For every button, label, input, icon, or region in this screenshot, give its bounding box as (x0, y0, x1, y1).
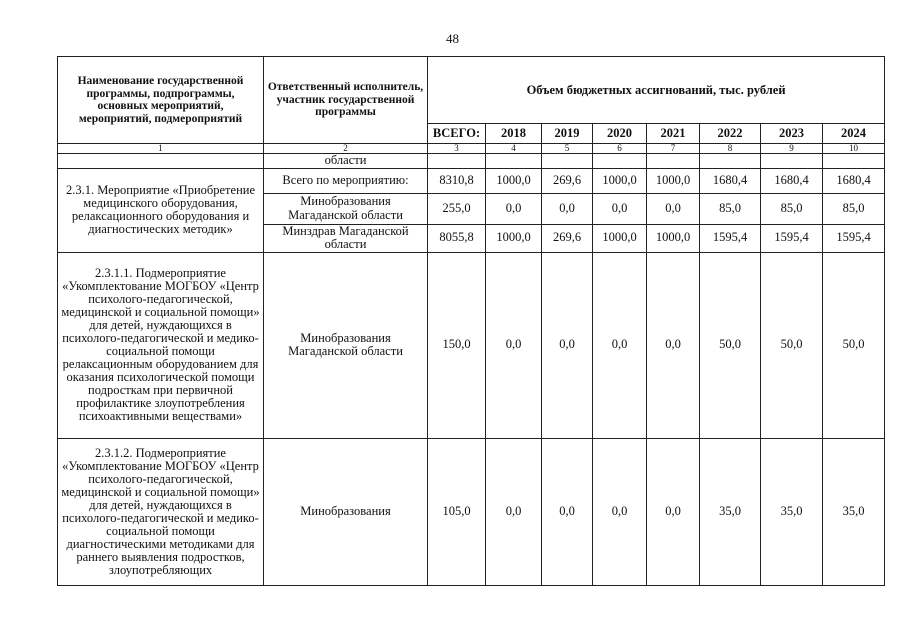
header-year: 2022 (700, 124, 761, 144)
value-cell: 0,0 (542, 252, 593, 438)
header-year: 2020 (593, 124, 647, 144)
total-cell: 8310,8 (428, 168, 486, 193)
value-cell: 1680,4 (700, 168, 761, 193)
value-cell: 85,0 (761, 193, 823, 224)
column-number: 9 (761, 144, 823, 154)
header-executor-column: Ответственный исполнитель, участник государственной программы (264, 57, 428, 144)
column-number: 4 (486, 144, 542, 154)
table-row (58, 252, 885, 438)
value-cell: 0,0 (593, 193, 647, 224)
header-year: 2024 (823, 124, 885, 144)
value-cell: 1595,4 (761, 224, 823, 252)
value-cell: 0,0 (647, 252, 700, 438)
budget-table (57, 56, 885, 586)
value-cell: 35,0 (761, 438, 823, 585)
table-row (58, 438, 885, 585)
column-number: 3 (428, 144, 486, 154)
column-number: 2 (264, 144, 428, 154)
value-cell: 85,0 (823, 193, 885, 224)
value-cell: 0,0 (647, 193, 700, 224)
value-cell: 0,0 (593, 252, 647, 438)
header-year: 2019 (542, 124, 593, 144)
value-cell: 1595,4 (823, 224, 885, 252)
value-cell: 0,0 (486, 193, 542, 224)
executor-cell: Минобразования Магаданской области (264, 252, 428, 438)
total-cell: 150,0 (428, 252, 486, 438)
header-year: 2023 (761, 124, 823, 144)
submeasure-name-cell: 2.3.1.1. Подмероприятие «Укомплектование МОГБОУ «Центр психолого-педагогической, медицинской и социальной помощи» для детей, нуждающихся в психолого-педагогической и медико-социальной помощи релаксационным оборудованием для оказания психологической помощи подросткам при первичной профилактике злоупотребления психоактивными веществами» (58, 252, 264, 438)
executor-cell: Минздрав Магаданской области (264, 224, 428, 252)
executor-cell: Минобразования (264, 438, 428, 585)
value-cell: 35,0 (700, 438, 761, 585)
value-cell: 1000,0 (486, 168, 542, 193)
column-number: 1 (58, 144, 264, 154)
value-cell: 0,0 (647, 438, 700, 585)
executor-cell: Минобразования Магаданской области (264, 193, 428, 224)
column-number: 5 (542, 144, 593, 154)
column-number: 7 (647, 144, 700, 154)
page-number: 48 (446, 31, 459, 46)
column-number: 6 (593, 144, 647, 154)
value-cell: 50,0 (700, 252, 761, 438)
header-year: 2018 (486, 124, 542, 144)
column-number: 10 (823, 144, 885, 154)
continuation-name-cell (58, 154, 264, 169)
value-cell: 1680,4 (823, 168, 885, 193)
column-number: 8 (700, 144, 761, 154)
submeasure-name-cell: 2.3.1.2. Подмероприятие «Укомплектование МОГБОУ «Центр психолого-педагогической, медицинской и социальной помощи» для детей, нуждающихся в психолого-педагогической и медико-социальной помощи диагностическими методиками для раннего выявления подростков, злоупотребляющих (58, 438, 264, 585)
value-cell: 1595,4 (700, 224, 761, 252)
header-budget: Объем бюджетных ассигнований, тыс. рублей (428, 57, 885, 124)
total-cell: 8055,8 (428, 224, 486, 252)
value-cell: 1000,0 (486, 224, 542, 252)
value-cell: 0,0 (486, 438, 542, 585)
header-total: ВСЕГО: (428, 124, 486, 144)
value-cell: 269,6 (542, 224, 593, 252)
header-name-column: Наименование государственной программы, подпрограммы, основных мероприятий, мероприятий, подмероприятий (58, 57, 264, 144)
value-cell: 1680,4 (761, 168, 823, 193)
value-cell: 50,0 (823, 252, 885, 438)
measure-name-cell: 2.3.1. Мероприятие «Приобретение медицинского оборудования, релаксационного оборудования и диагностических методик» (58, 168, 264, 252)
value-cell: 1000,0 (647, 168, 700, 193)
total-cell: 255,0 (428, 193, 486, 224)
value-cell: 0,0 (593, 438, 647, 585)
value-cell: 50,0 (761, 252, 823, 438)
value-cell: 269,6 (542, 168, 593, 193)
value-cell: 0,0 (486, 252, 542, 438)
total-cell: 105,0 (428, 438, 486, 585)
column-numbers-row (58, 144, 885, 154)
value-cell: 0,0 (542, 438, 593, 585)
value-cell: 0,0 (542, 193, 593, 224)
executor-cell: Всего по мероприятию: (264, 168, 428, 193)
table-row (58, 168, 885, 193)
header-year: 2021 (647, 124, 700, 144)
continuation-executor-cell: области (264, 154, 428, 169)
value-cell: 35,0 (823, 438, 885, 585)
value-cell: 1000,0 (593, 168, 647, 193)
value-cell: 1000,0 (647, 224, 700, 252)
value-cell: 1000,0 (593, 224, 647, 252)
value-cell: 85,0 (700, 193, 761, 224)
continuation-row (58, 154, 885, 169)
